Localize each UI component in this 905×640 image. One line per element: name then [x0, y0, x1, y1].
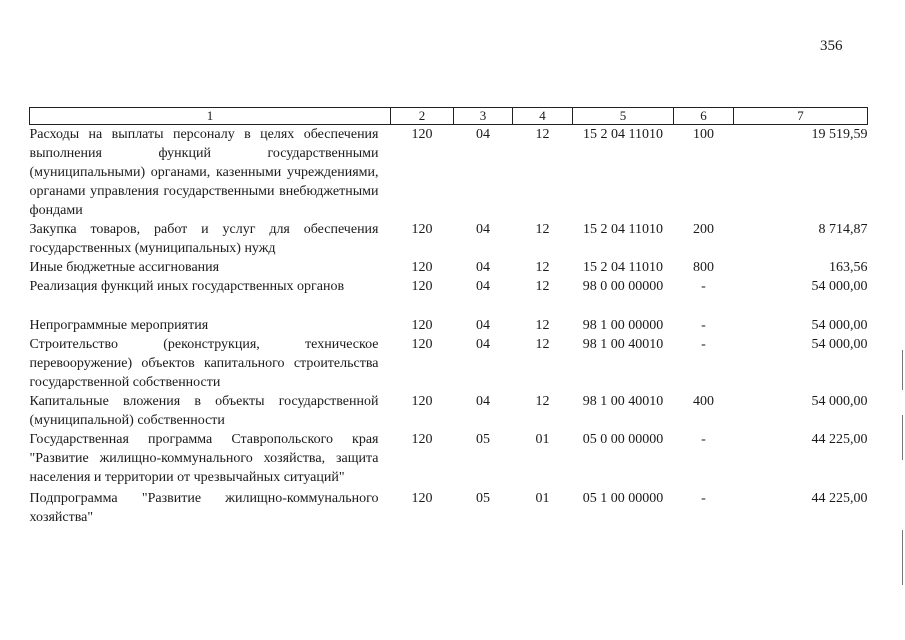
row-section-code: 04: [476, 337, 490, 352]
row-section-code: 05: [476, 491, 490, 506]
row-subsection-code: 12: [535, 222, 550, 237]
header-col-5: 5: [573, 108, 674, 125]
row-section-code: 04: [476, 260, 490, 275]
row-subsection-code: 12: [535, 279, 550, 294]
row-amount: 44 225,00: [811, 432, 868, 447]
header-col-7: 7: [734, 108, 868, 125]
scan-artifact: [902, 350, 903, 390]
header-col-3: 3: [454, 108, 513, 125]
table-row: [30, 125, 868, 221]
header-col-6: 6: [674, 108, 734, 125]
row-expense-type: -: [701, 279, 706, 294]
row-ministry-code: 120: [411, 491, 433, 506]
row-section-code: 04: [476, 127, 490, 142]
row-expense-type: -: [701, 337, 706, 352]
row-target-code: 98 0 00 00000: [582, 279, 664, 294]
row-target-code: 98 1 00 40010: [582, 337, 664, 352]
header-col-2: 2: [391, 108, 454, 125]
table-row: [30, 220, 868, 258]
row-target-code: 05 1 00 00000: [582, 491, 664, 506]
row-subsection-code: 12: [535, 127, 550, 142]
row-ministry-code: 120: [411, 260, 433, 275]
row-expense-type: 800: [693, 260, 714, 275]
table-header-row: [30, 108, 868, 125]
row-name: Строительство (реконструкция, техническое перевооружение) объектов капитального строительства государственной собственности: [29, 337, 379, 390]
table-row: [30, 489, 868, 527]
row-name: Капитальные вложения в объекты государственной (муниципальной) собственности: [29, 394, 379, 428]
row-expense-type: 200: [693, 222, 714, 237]
header-col-1: 1: [30, 108, 391, 125]
row-amount: 54 000,00: [811, 394, 868, 409]
row-amount: 8 714,87: [818, 222, 868, 237]
row-ministry-code: 120: [411, 127, 433, 142]
row-section-code: 05: [476, 432, 490, 447]
row-name: Непрограммные мероприятия: [29, 318, 209, 333]
scan-artifact: [902, 530, 903, 585]
row-ministry-code: 120: [411, 394, 433, 409]
row-amount: 54 000,00: [811, 318, 868, 333]
row-target-code: 15 2 04 11010: [583, 222, 663, 237]
row-section-code: 04: [476, 222, 490, 237]
row-name: Государственная программа Ставропольского края "Развитие жилищно-коммунального хозяйства, защита населения и территории от чрезвычайных ситуаций": [29, 432, 379, 485]
row-amount: 163,56: [829, 260, 868, 275]
row-target-code: 98 1 00 40010: [582, 394, 664, 409]
row-target-code: 15 2 04 11010: [583, 260, 663, 275]
row-ministry-code: 120: [411, 318, 433, 333]
header-col-4: 4: [513, 108, 573, 125]
row-ministry-code: 120: [411, 432, 433, 447]
row-target-code: 15 2 04 11010: [583, 127, 663, 142]
row-expense-type: 400: [693, 394, 714, 409]
table-row: [30, 277, 868, 316]
table-row: [30, 316, 868, 335]
row-expense-type: -: [701, 491, 706, 506]
row-expense-type: -: [701, 318, 706, 333]
row-name: Подпрограмма "Развитие жилищно-коммунального хозяйства": [29, 491, 379, 525]
row-section-code: 04: [476, 394, 490, 409]
row-target-code: 98 1 00 00000: [582, 318, 664, 333]
row-section-code: 04: [476, 279, 490, 294]
row-name: Реализация функций иных государственных органов: [29, 279, 345, 294]
row-section-code: 04: [476, 318, 490, 333]
table-row: [30, 392, 868, 430]
row-amount: 54 000,00: [811, 337, 868, 352]
budget-table: [29, 107, 868, 527]
row-amount: 44 225,00: [811, 491, 868, 506]
row-subsection-code: 12: [535, 260, 550, 275]
row-expense-type: -: [701, 432, 706, 447]
scan-artifact: [902, 415, 903, 460]
row-amount: 54 000,00: [811, 279, 868, 294]
row-subsection-code: 12: [535, 318, 550, 333]
table-row: [30, 258, 868, 277]
row-ministry-code: 120: [411, 222, 433, 237]
table-row: [30, 335, 868, 392]
row-ministry-code: 120: [411, 337, 433, 352]
table-row: [30, 430, 868, 489]
row-expense-type: 100: [693, 127, 714, 142]
row-amount: 19 519,59: [811, 127, 868, 142]
row-subsection-code: 12: [535, 337, 550, 352]
row-name: Иные бюджетные ассигнования: [29, 260, 220, 275]
row-target-code: 05 0 00 00000: [582, 432, 664, 447]
row-ministry-code: 120: [411, 279, 433, 294]
row-name: Закупка товаров, работ и услуг для обеспечения государственных (муниципальных) нужд: [29, 222, 379, 256]
row-name: Расходы на выплаты персоналу в целях обеспечения выполнения функций государственными (муниципальными) органами, казенными учреждениями, органами управления государственными внебюджетными фондами: [29, 127, 379, 218]
page-number: 356: [820, 38, 843, 54]
row-subsection-code: 01: [535, 491, 550, 506]
row-subsection-code: 01: [535, 432, 550, 447]
row-subsection-code: 12: [535, 394, 550, 409]
